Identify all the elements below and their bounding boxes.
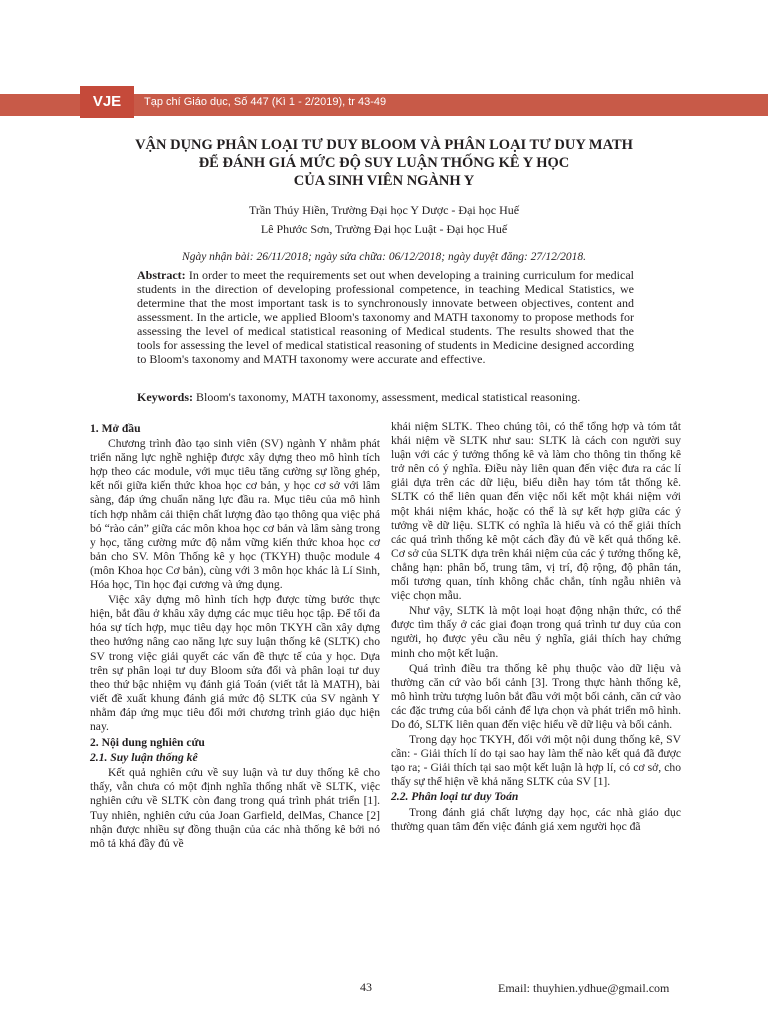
received-dates: Ngày nhận bài: 26/11/2018; ngày sửa chữa: 06/12/2018; ngày duyệt đăng: 27/12/2018.	[182, 251, 586, 263]
journal-citation: Tạp chí Giáo dục, Số 447 (Kì 1 - 2/2019), tr 43-49	[144, 96, 387, 108]
title-line-1: VẬN DỤNG PHÂN LOẠI TƯ DUY BLOOM VÀ PHÂN LOẠI TƯ DUY MATH	[135, 137, 633, 153]
paper-title	[60, 136, 708, 190]
abstract-text: In order to meet the requirements set out when developing a training curriculum for medical students in the direction of developing professional competence, in teaching Medical Statistics, we determine that the most important task is to synchronously innovate between objectives, content and assessment. In the article, we applied Bloom's taxonomy and MATH taxonomy to propose methods for assessing the level of medical statistical reasoning of Medical students. The results showed that the tools for assessing the level of medical statistical reasoning of students in Medicine designed according to Bloom's taxonomy and MATH taxonomy were accurate and effective.	[137, 268, 634, 366]
paragraph: Trong đánh giá chất lượng dạy học, các nhà giáo dục thường quan tâm đến việc đánh giá xem người học đã	[391, 805, 681, 833]
paragraph: Như vậy, SLTK là một loại hoạt động nhận thức, có thể được tìm thấy ở các giai đoạn trong quá trình tư duy của con người, họ được yêu cầu nêu ý nghĩa, giải thích hay chứng minh cho một kết luận.	[391, 604, 681, 660]
right-column	[391, 420, 681, 835]
author-email: Email: thuyhien.ydhue@gmail.com	[498, 981, 670, 995]
author-1: Trần Thúy Hiền, Trường Đại học Y Dược - Đại học Huế	[248, 203, 520, 217]
paragraph: Việc xây dựng mô hình tích hợp được từng bước thực hiện, bắt đầu ở khâu xây dựng các mục tiêu học tập. Để tối đa hóa sự tích hợp, mục tiêu dạy học môn TKYH cần xây dựng theo hướng nâng cao năng lực suy luận thống kê (SLTK) cho SV trong việc giải quyết các vấn đề thực tế của y học. Dựa trên sự phân loại tư duy Bloom sửa đổi và phân loại tư duy theo thứ bậc nhiệm vụ đánh giá Toán (viết tắt là MATH), bài viết đề xuất khung đánh giá mức độ SLTK của SV ngành Y nhằm đáp ứng mục tiêu đổi mới chương trình giáo dục hiện nay.	[90, 593, 380, 733]
paragraph: khái niệm SLTK. Theo chúng tôi, có thể tổng hợp và tóm tắt khái niệm về SLTK như sau: SLTK là cách con người suy luận với các ý tưởng thống kê và làm cho thông tin thống kê trở nên có ý nghĩa. Điều này liên quan đến việc đưa ra các lí giải dựa trên các dữ liệu, biểu diễn hay tóm tắt thống kê. SLTK có thể liên quan đến việc nối kết một khái niệm với một khái niệm khác, hoặc có thể là sự kết hợp giữa các ý tưởng về dữ liệu. SLTK có nghĩa là hiểu và có thể giải thích các quá trình thống kê một cách đầy đủ về kết quả thống kê. Cơ sở của SLTK dựa trên khái niệm của các ý tưởng thống kê, chẳng hạn: phân bố, trung tâm, vị trí, độ rộng, độ phân tán, mối tương quan, tính không chắc chắn, tính ngẫu nhiên và việc chọn mẫu.	[391, 420, 681, 603]
paragraph: Quá trình điều tra thống kê phụ thuộc vào dữ liệu và thường căn cứ vào bối cảnh [3]. Trong thực hành thống kê, mô hình trừu tượng luôn bắt đầu với một bối cảnh, căn cứ vào các đặc trưng của bối cảnh để lựa chọn và phát triển mô hình. Do đó, SLTK liên quan đến việc hiểu về dữ liệu và bối cảnh.	[391, 661, 681, 731]
keywords	[137, 390, 634, 404]
subsection-heading-2-1: 2.1. Suy luận thống kê	[90, 751, 198, 765]
subsection-heading-2-2: 2.2. Phân loại tư duy Toán	[391, 790, 519, 804]
authors	[60, 201, 708, 239]
abstract-label: Abstract:	[137, 268, 186, 282]
keywords-text: Bloom's taxonomy, MATH taxonomy, assessment, medical statistical reasoning.	[196, 390, 581, 404]
author-2: Lê Phước Sơn, Trường Đại học Luật - Đại học Huế	[260, 222, 508, 236]
paragraph: Trong dạy học TKYH, đối với một nội dung thống kê, SV cần: - Giải thích lí do tại sao hay làm thế nào kết quả đã được tạo ra; - Giải thích tại sao một kết luận là hợp lí, có cơ sở, cho thấy sự thể hiện về khả năng SLTK của SV [1].	[391, 733, 681, 789]
title-line-2: ĐỂ ĐÁNH GIÁ MỨC ĐỘ SUY LUẬN THỐNG KÊ Y HỌC	[198, 155, 570, 171]
section-heading-intro: 1. Mở đầu	[90, 422, 141, 435]
abstract	[137, 268, 634, 366]
section-heading-content: 2. Nội dung nghiên cứu	[90, 736, 205, 750]
keywords-label: Keywords:	[137, 390, 193, 404]
left-column	[90, 420, 380, 852]
paragraph: Chương trình đào tạo sinh viên (SV) ngành Y nhằm phát triển năng lực nghề nghiệp được xây dựng theo mô hình tích hợp theo các module, với mục tiêu tăng cường sự lồng ghép, kết nối giữa kiến thức khoa học cơ bản, y học cơ sở với lâm sàng, đáp ứng chuẩn năng lực đầu ra. Mục tiêu của mô hình tích hợp nhằm cải thiện chất lượng đào tạo thông qua việc phá bỏ “rào cản” giữa các môn khoa học cơ bản và lâm sàng trong y học, tăng cường mức độ nắm vững kiến thức khoa học cơ bản cho SV. Môn Thống kê y học (TKYH) thuộc module 4 (môn Khoa học Cơ bản), cùng với 3 môn học khác là Lí Sinh, Hóa học, Tin học đại cương và ứng dụng.	[90, 437, 380, 592]
journal-logo: VJE	[80, 86, 134, 118]
paragraph: Kết quả nghiên cứu về suy luận và tư duy thống kê cho thấy, vẫn chưa có một định nghĩa thống nhất về SLTK, việc nghiên cứu về SLTK còn đang trong quá trình phát triển [1]. Tuy nhiên, nghiên cứu của Joan Garfield, delMas, Chance [2] nhận được nhiều sự đồng thuận của các nhà thống kê bởi nó mô tả khá đầy đủ về	[90, 766, 380, 850]
title-line-3: CỦA SINH VIÊN NGÀNH Y	[293, 173, 475, 189]
page-number: 43	[360, 980, 372, 994]
